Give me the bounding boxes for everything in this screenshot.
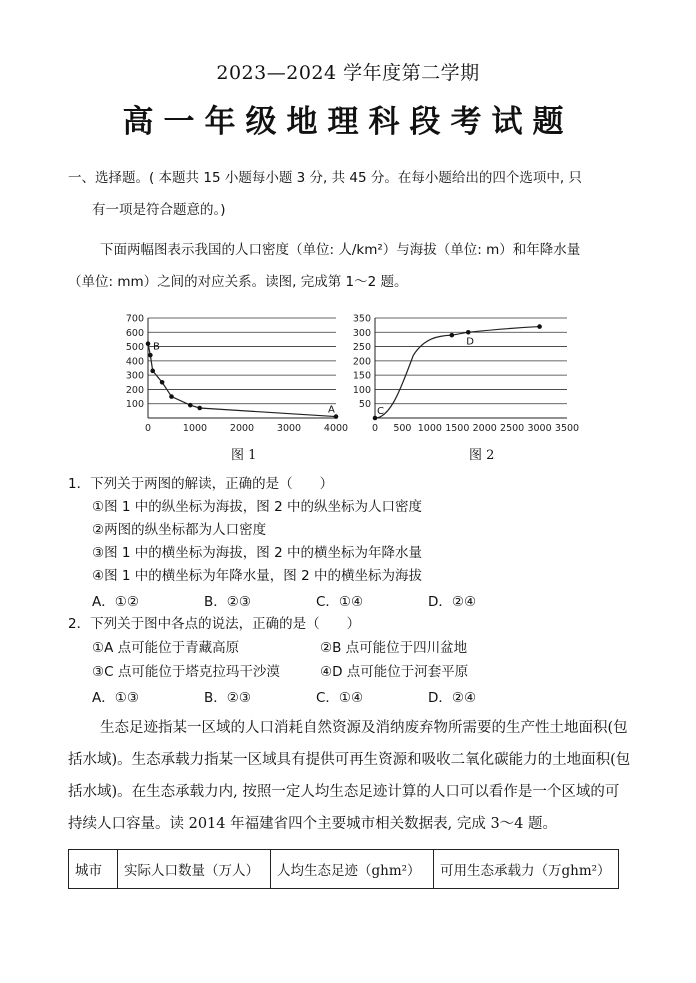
y-tick-label: 500: [125, 342, 144, 354]
x-tick-label: 3000: [276, 423, 302, 434]
y-tick-label: 50: [358, 399, 371, 411]
figure-1-chart: [108, 306, 348, 438]
figure-1-curve: [148, 341, 336, 417]
figure-2-chart: [348, 306, 588, 438]
y-tick-label: 300: [125, 370, 144, 382]
point-label-d: D: [466, 336, 474, 348]
passage-line4: 持续人口容量。读 2014 年福建省四个主要城市相关数据表, 完成 3～4 题。: [68, 816, 558, 832]
data-point: [450, 333, 455, 338]
passage-line3: 括水域)。在生态承载力内, 按照一定人均生态足迹计算的人口可以看作是一个区域的可: [68, 784, 620, 800]
x-tick-label: 1500: [445, 423, 470, 434]
q1-option-d[interactable]: D．②④: [428, 594, 477, 610]
exam-title: 高一年级地理科段考试题: [122, 104, 574, 140]
table-header-cell: 实际人口数量（万人）: [118, 850, 271, 889]
x-tick-label: 2000: [472, 423, 497, 434]
q2-stem: 2．下列关于图中各点的说法，正确的是（ ）: [68, 616, 361, 632]
passage-line2: 括水域)。生态承载力指某一区域具有提供可再生资源和吸收二氧化碳能力的土地面积(包: [68, 752, 631, 768]
data-point: [537, 324, 542, 329]
passage-line1: 生态足迹指某一区域的人口消耗自然资源及消纳废弃物所需要的生产性土地面积(包: [100, 720, 628, 736]
x-tick-label: 2000: [229, 423, 255, 434]
y-tick-label: 150: [352, 370, 371, 382]
q1-option-b[interactable]: B．②③: [204, 594, 251, 610]
q2-statement-1: ①A 点可能位于青藏高原: [92, 640, 240, 656]
x-tick-label: 3500: [554, 423, 580, 434]
data-point: [146, 341, 151, 346]
x-tick-label: 1000: [417, 423, 442, 434]
x-tick-label: 0: [144, 423, 152, 434]
data-point: [188, 403, 193, 408]
q1-statement-2: ②两图的纵坐标都为人口密度: [92, 522, 267, 538]
q1-statement-1: ①图 1 中的纵坐标为海拔，图 2 中的纵坐标为人口密度: [92, 499, 422, 515]
y-tick-label: 350: [352, 313, 371, 325]
point-label-a: A: [328, 404, 335, 416]
y-tick-label: 400: [125, 356, 144, 368]
x-tick-label: 500: [393, 423, 412, 434]
figure-2-caption: 图 2: [469, 448, 495, 463]
q2-options: [92, 688, 540, 708]
q1-stem: 1．下列关于两图的解读，正确的是（ ）: [68, 476, 334, 492]
x-tick-label: 4000: [323, 423, 348, 434]
figure-2-curve: [375, 327, 540, 418]
table-header-row: [69, 850, 619, 889]
y-tick-label: 300: [352, 327, 371, 339]
y-tick-label: 200: [352, 356, 371, 368]
q1-statement-4: ④图 1 中的横坐标为年降水量，图 2 中的横坐标为海拔: [92, 568, 422, 584]
table-header-cell: 人均生态足迹（ghm²）: [271, 850, 434, 889]
x-tick-label: 3000: [527, 423, 552, 434]
table-header-cell: 城市: [69, 850, 118, 889]
q2-option-b[interactable]: B．②③: [204, 690, 251, 706]
figure-1-caption: 图 1: [231, 448, 257, 463]
y-tick-label: 700: [125, 313, 144, 325]
q2-statement-4: ④D 点可能位于河套平原: [320, 664, 469, 680]
y-tick-label: 600: [125, 327, 144, 339]
q1-options: [92, 592, 540, 612]
table-header-cell: 可用生态承载力（万ghm²）: [434, 850, 619, 889]
intro-line2: （单位: mm）之间的对应关系。读图, 完成第 1～2 题。: [68, 274, 408, 290]
q2-statement-2: ②B 点可能位于四川盆地: [320, 640, 468, 656]
city-data-table: [68, 849, 619, 889]
section-instruction-line1: 一、选择题。( 本题共 15 小题每小题 3 分, 共 45 分。在每小题给出的四个选项中, 只: [68, 170, 582, 186]
x-tick-label: 2500: [500, 423, 525, 434]
y-tick-label: 250: [352, 342, 371, 354]
q2-option-a[interactable]: A．①③: [92, 690, 139, 706]
q1-statement-3: ③图 1 中的横坐标为海拔，图 2 中的横坐标为年降水量: [92, 545, 422, 561]
data-point: [169, 394, 174, 399]
point-label-b: B: [153, 341, 160, 353]
x-tick-label: 1000: [182, 423, 208, 434]
data-point: [150, 369, 155, 374]
y-tick-label: 200: [125, 384, 144, 396]
q1-option-c[interactable]: C．①④: [316, 594, 364, 610]
exam-term: 2023—2024 学年度第二学期: [216, 62, 480, 84]
data-point: [466, 330, 471, 335]
q2-option-c[interactable]: C．①④: [316, 690, 364, 706]
q1-option-a[interactable]: A．①②: [92, 594, 139, 610]
section-instruction-line2: 有一项是符合题意的。): [92, 202, 226, 218]
x-tick-label: 0: [371, 423, 379, 434]
q2-statement-3: ③C 点可能位于塔克拉玛干沙漠: [92, 664, 280, 680]
data-point: [148, 353, 153, 358]
q2-option-d[interactable]: D．②④: [428, 690, 477, 706]
intro-line1: 下面两幅图表示我国的人口密度（单位: 人/km²）与海拔（单位: m）和年降水量: [100, 242, 581, 258]
y-tick-label: 100: [125, 399, 144, 411]
point-label-c: C: [377, 406, 384, 417]
data-point: [197, 406, 202, 411]
y-tick-label: 100: [352, 384, 371, 396]
data-point: [160, 380, 165, 385]
